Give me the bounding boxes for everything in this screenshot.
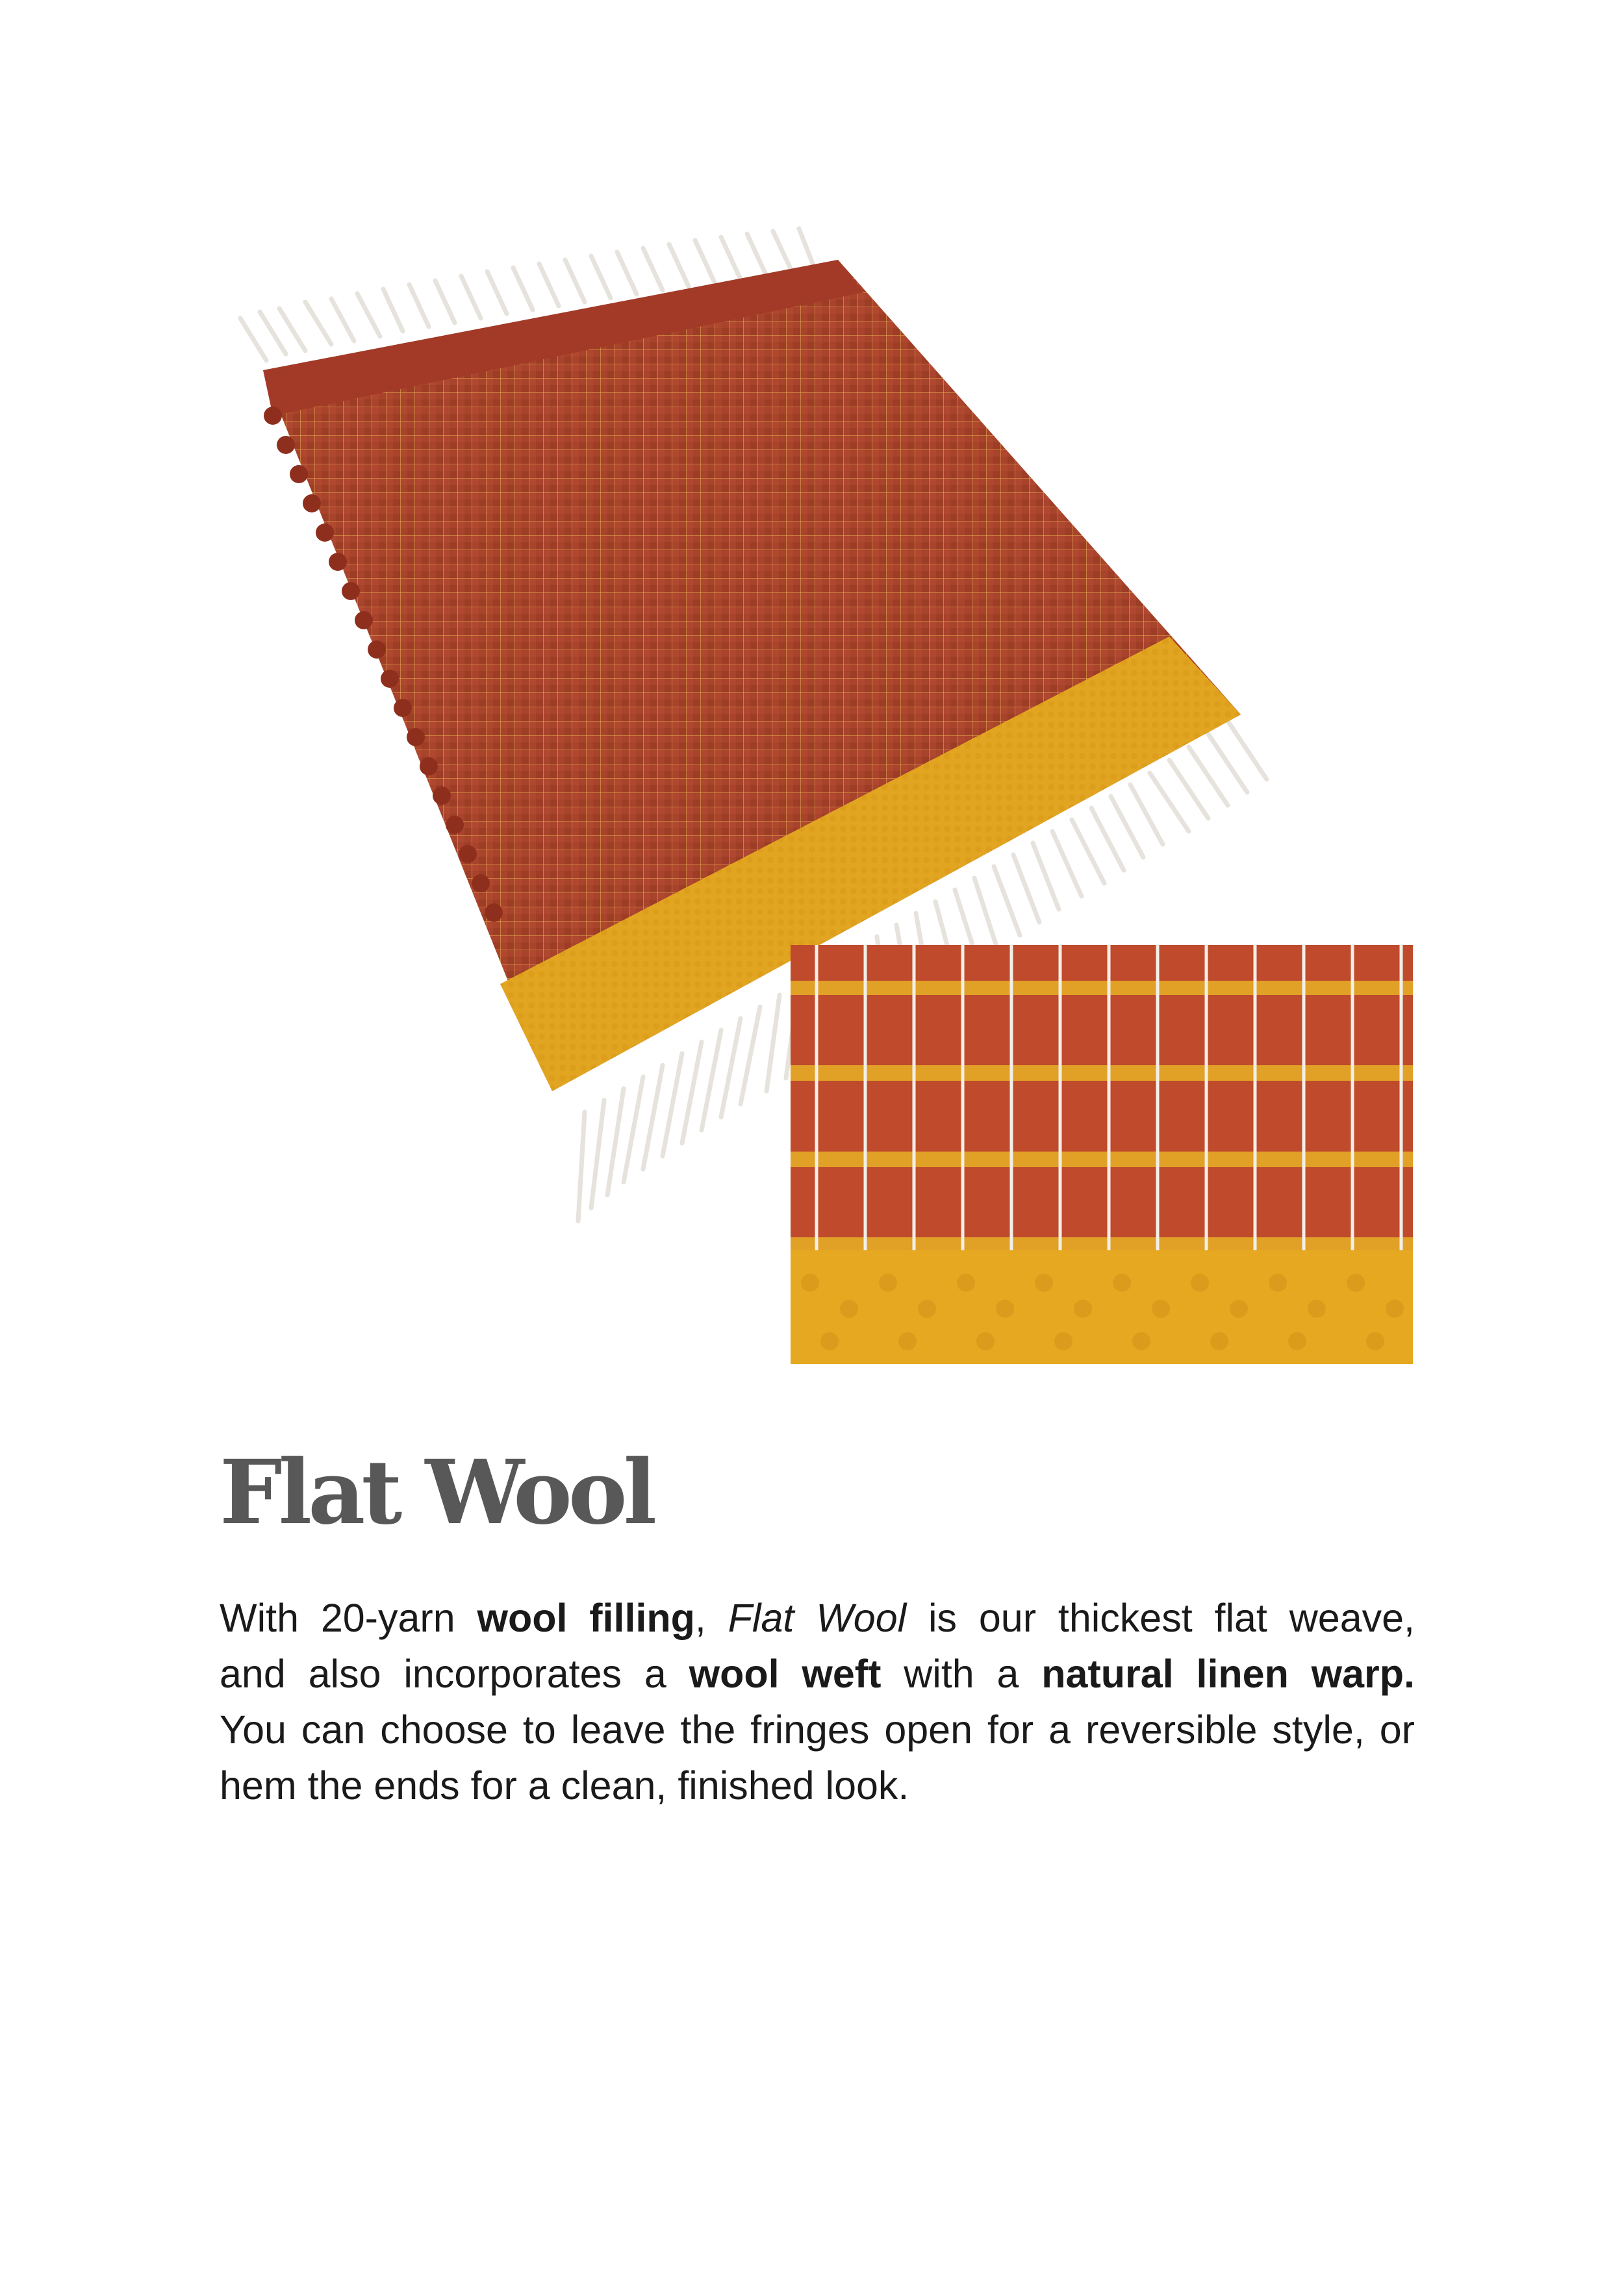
weave-closeup-photo	[791, 945, 1413, 1364]
closeup-illustration	[791, 945, 1413, 1364]
italic-text: Flat Wool	[728, 1596, 907, 1640]
bold-text: wool weft	[689, 1652, 882, 1696]
bold-text: natural linen warp.	[1041, 1652, 1415, 1696]
text-run: With 20-yarn	[220, 1596, 477, 1640]
bold-text: wool filling	[477, 1596, 695, 1640]
text-run: is our thickest flat weave,	[906, 1596, 1415, 1640]
product-title: Flat Wool	[220, 1441, 653, 1545]
product-description	[220, 1590, 1415, 1813]
text-run: with a	[881, 1652, 1042, 1696]
text-run: ,	[694, 1596, 728, 1640]
description-line-3: You can choose to leave the fringes open for a reversible style, or	[220, 1708, 1415, 1752]
description-line-2	[220, 1646, 1415, 1702]
description-line-1	[220, 1590, 1415, 1646]
description-line-4: hem the ends for a clean, finished look.	[220, 1763, 909, 1808]
text-run: and also incorporates a	[220, 1652, 689, 1696]
